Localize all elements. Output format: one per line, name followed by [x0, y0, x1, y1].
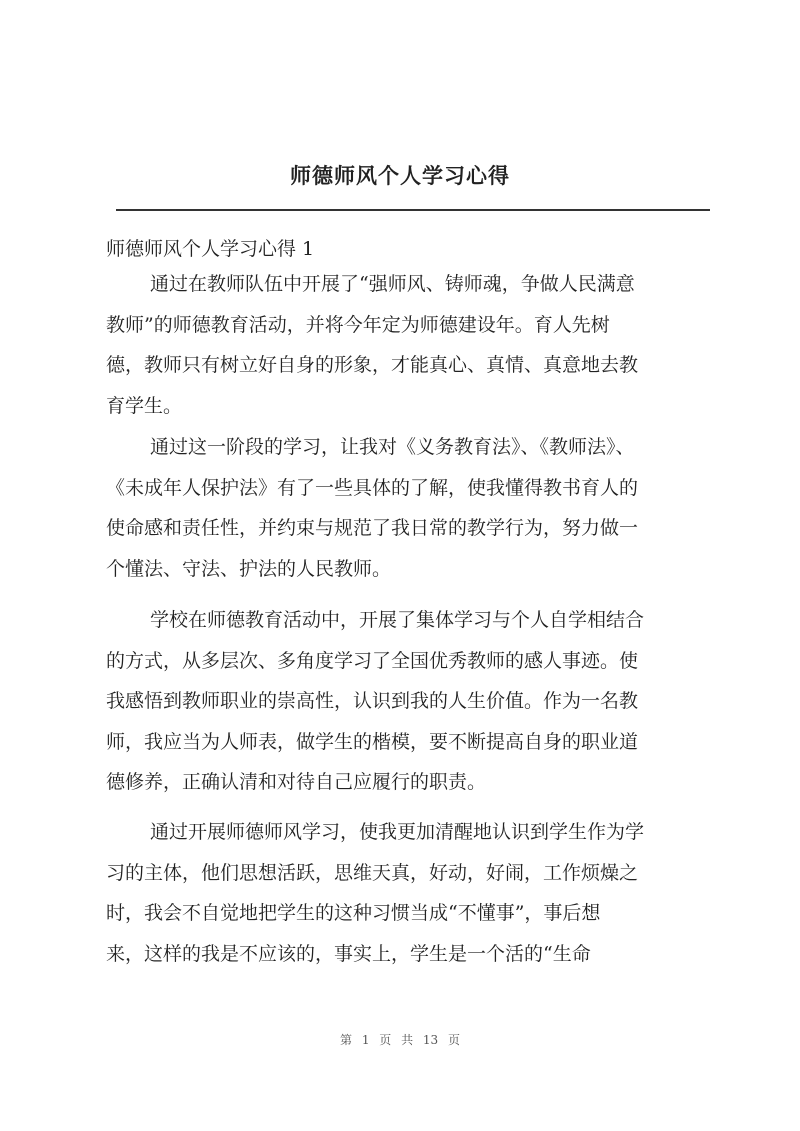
document-title: 师德师风个人学习心得: [290, 163, 510, 188]
page-number-footer: 第 1 页 共 13 页: [340, 1033, 460, 1047]
paragraph-line: 德修养，正确认清和对待自己应履行的职责。: [106, 771, 487, 794]
paragraph-line: 通过这一阶段的学习，让我对《义务教育法》、《教师法》、: [150, 436, 635, 458]
paragraph-line: 时，我会不自觉地把学生的这种习惯当成“不懂事”，事后想: [106, 902, 601, 925]
paragraph-line: 育学生。: [106, 394, 183, 417]
paragraph-line: 来，这样的我是不应该的，事实上，学生是一个活的“生命: [106, 942, 591, 965]
paragraph-line: 德，教师只有树立好自身的形象，才能真心、真情、真意地去教: [106, 354, 639, 377]
paragraph-line: 师，我应当为人师表，做学生的楷模，要不断提高自身的职业道: [106, 730, 639, 753]
paragraph-3: [106, 600, 726, 803]
paragraph-line: 使命感和责任性，并约束与规范了我日常的教学行为，努力做一: [106, 517, 639, 540]
paragraph-line: 我感悟到教师职业的崇高性，认识到我的人生价值。作为一名教: [106, 690, 639, 713]
paragraph-line: 通过在教师队伍中开展了“强师风、铸师魂，争做人民满意: [150, 273, 635, 295]
paragraph-line: 习的主体，他们思想活跃，思维天真，好动，好闹，工作烦燥之: [106, 861, 639, 884]
paragraph-1: [106, 264, 726, 426]
paragraph-2: [106, 427, 726, 589]
paragraph-line: 《未成年人保护法》有了一些具体的了解，使我懂得教书育人的: [106, 476, 639, 499]
paragraph-line: 教师”的师德教育活动，并将今年定为师德建设年。育人先树: [106, 313, 610, 336]
paragraph-line: 个懂法、守法、护法的人民教师。: [106, 557, 392, 580]
title-divider: [116, 209, 710, 211]
paragraph-4: [106, 812, 726, 974]
section-heading: 师德师风个人学习心得 1: [106, 238, 315, 260]
paragraph-line: 通过开展师德师风学习，使我更加清醒地认识到学生作为学: [150, 821, 645, 843]
paragraph-line: 学校在师德教育活动中，开展了集体学习与个人自学相结合: [150, 609, 645, 631]
paragraph-line: 的方式，从多层次、多角度学习了全国优秀教师的感人事迹。使: [106, 649, 639, 672]
